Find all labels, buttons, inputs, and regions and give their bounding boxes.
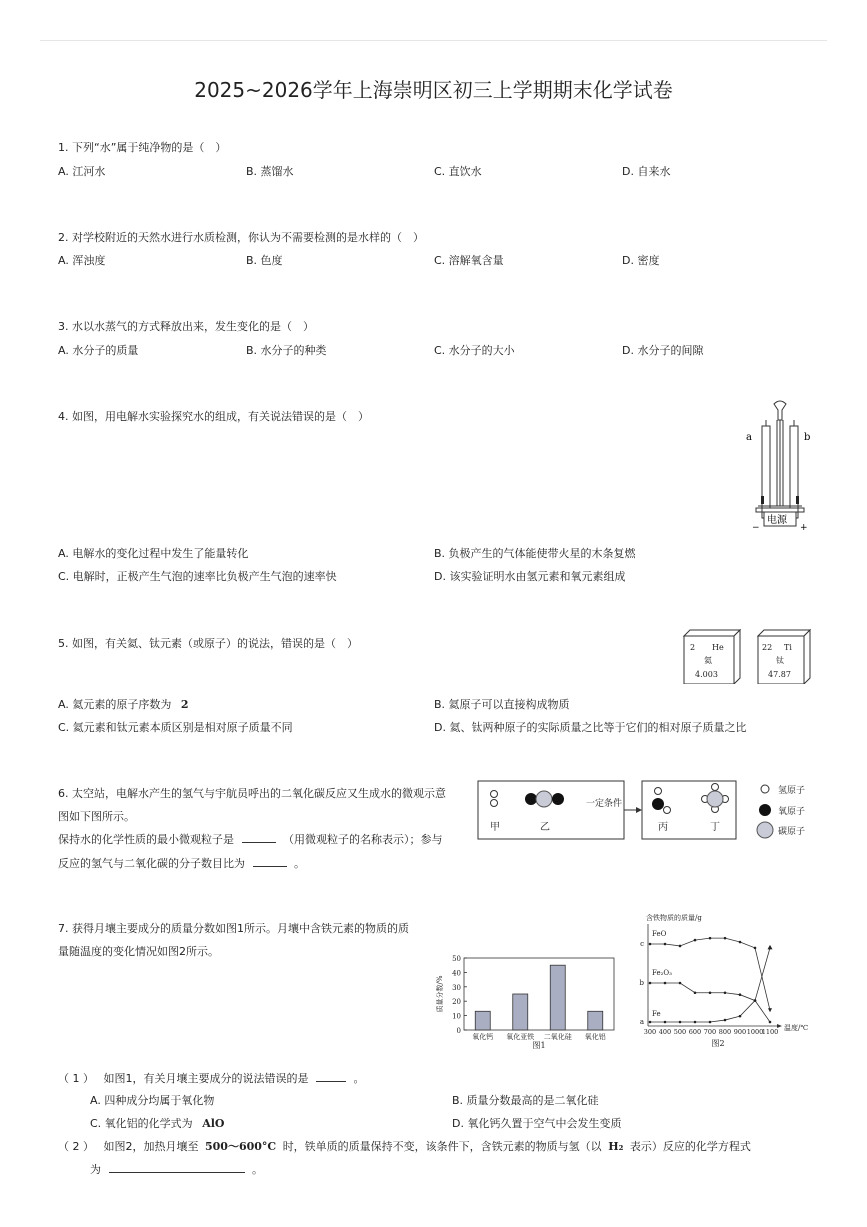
h-atom [655, 788, 662, 795]
q3-option-c[interactable]: C. 水分子的大小 [434, 344, 515, 357]
legend-o-label: 氧原子 [778, 807, 806, 817]
q6-line3-part1: 保持水的化学性质的最小微观粒子是 [58, 833, 234, 846]
legend-c-label: 碳原子 [778, 827, 806, 837]
he-atomic-number: 2 [690, 643, 696, 652]
q1-option-a[interactable]: A. 江河水 [58, 165, 106, 178]
c-atom [707, 791, 723, 807]
q7-sub1-option-c-text: C. 氧化铝的化学式为 [90, 1117, 193, 1130]
data-point [664, 1021, 667, 1024]
ti-mass: 47.87 [768, 670, 791, 679]
label-b: b [804, 432, 811, 443]
data-point [754, 947, 757, 950]
data-point [694, 939, 697, 942]
data-point [664, 982, 667, 985]
q6-blank-2[interactable] [253, 866, 287, 867]
q7-sub1-stem: 如图1，有关月壤主要成分的说法错误的是 [103, 1072, 309, 1085]
legend-h-label: 氢原子 [778, 786, 806, 796]
q7-sub1 [58, 1070, 365, 1086]
q4-option-d[interactable]: D. 该实验证明水由氢元素和氧元素组成 [434, 570, 626, 583]
q7-sub2 [58, 1138, 751, 1154]
q4-option-c[interactable]: C. 电解时，正极产生气泡的速率比负极产生气泡的速率快 [58, 570, 337, 583]
data-point [694, 991, 697, 994]
label-bing: 丙 [658, 822, 668, 833]
c-atom [536, 791, 552, 807]
q5-option-d[interactable]: D. 氦、钛两种原子的实际质量之比等于它们的相对原子质量之比 [434, 721, 747, 734]
data-point [739, 941, 742, 944]
plus-sign: + [800, 523, 808, 532]
y-tick-label: 50 [452, 955, 461, 963]
q6-blank-1[interactable] [242, 842, 276, 843]
q7-sub2-line2 [90, 1161, 263, 1177]
q1-option-b[interactable]: B. 蒸馏水 [246, 165, 294, 178]
q7-sub1-option-a[interactable]: A. 四种成分均属于氧化物 [90, 1094, 215, 1107]
y-tick-label: 40 [452, 969, 461, 978]
power-supply-label: 电源 [767, 515, 787, 526]
q2-stem: 2. 对学校附近的天然水进行水质检测，你认为不需要检测的是水样的（ ） [58, 231, 424, 244]
q5-option-a-number: 2 [180, 698, 189, 711]
q6-line2: 图如下图所示。 [58, 810, 135, 823]
data-point [709, 937, 712, 940]
x-tick-label: 二氧化硅 [543, 1033, 572, 1041]
q3-stem: 3. 水以水蒸气的方式释放出来，发生变化的是（ ） [58, 320, 314, 333]
series-label: FeO [652, 930, 667, 938]
ti-atomic-number: 22 [762, 643, 773, 652]
data-point [679, 1021, 682, 1024]
x-tick-label: 600 [688, 1028, 702, 1036]
bar [550, 965, 565, 1030]
element-cards-figure [680, 626, 812, 684]
data-point [754, 999, 757, 1002]
h-atom [712, 784, 719, 791]
q7-sub2-h2: H₂ [608, 1140, 624, 1153]
x-tick-label: 500 [673, 1028, 687, 1036]
q7-sub1-number: （ 1 ） [58, 1072, 94, 1085]
q5-option-a[interactable] [58, 696, 188, 712]
q7-sub2-end: 。 [252, 1163, 263, 1176]
q2-option-a[interactable]: A. 浑浊度 [58, 254, 106, 267]
x-tick-label: 氧化钙 [472, 1033, 494, 1041]
data-point [724, 991, 727, 994]
data-point [679, 945, 682, 948]
x-tick-label: 800 [718, 1028, 732, 1036]
x-tick-label: 300 [643, 1028, 657, 1036]
y-tick-label: 10 [452, 1012, 461, 1021]
he-symbol: He [712, 643, 724, 652]
legend-h-icon [761, 785, 769, 793]
y-tick-label: b [639, 979, 644, 987]
series-label: Fe₂O₃ [652, 969, 672, 977]
o-atom [552, 793, 564, 805]
label-a: a [746, 432, 752, 443]
q7-sub1-option-c-formula: AlO [202, 1117, 225, 1130]
q7-line1: 7. 获得月壤主要成分的质量分数如图1所示。月壤中含铁元素的物质的质 [58, 922, 409, 935]
y-tick-label: 0 [456, 1027, 461, 1035]
q6-line4-part1: 反应的氢气与二氧化碳的分子数目比为 [58, 857, 245, 870]
y-axis-label: 质量分数/% [436, 975, 444, 1013]
data-point [649, 982, 652, 985]
figure2-line-chart [628, 910, 818, 1052]
q7-line2: 量随温度的变化情况如图2所示。 [58, 945, 219, 958]
q5-option-b[interactable]: B. 氦原子可以直接构成物质 [434, 698, 570, 711]
q6-line3 [58, 831, 443, 847]
q7-sub1-blank[interactable] [316, 1081, 346, 1082]
q7-sub2-part3: 表示）反应的化学方程式 [629, 1140, 751, 1153]
reaction-micro-diagram [476, 778, 816, 842]
q4-option-b[interactable]: B. 负极产生的气体能使带火星的木条复燃 [434, 547, 636, 560]
x-axis-label: 温度/℃ [784, 1024, 809, 1032]
h-atom [491, 800, 498, 807]
label-jia: 甲 [490, 822, 500, 833]
x-tick-label: 900 [733, 1028, 747, 1036]
q6-line4-part2: 。 [294, 857, 305, 870]
series-line [650, 1001, 770, 1022]
chart-title: 图1 [532, 1041, 546, 1050]
q7-sub2-blank[interactable] [109, 1172, 245, 1173]
ti-symbol: Ti [784, 643, 792, 652]
data-point [739, 1015, 742, 1018]
q6-line1: 6. 太空站，电解水产生的氢气与宇航员呼出的二氧化碳反应又生成水的微观示意 [58, 787, 446, 800]
data-point [724, 1019, 727, 1022]
q2-option-b[interactable]: B. 色度 [246, 254, 283, 267]
data-point [709, 1021, 712, 1024]
o-atom [525, 793, 537, 805]
data-point [768, 1008, 772, 1012]
q7-sub2-temperature: 500～600°C [205, 1140, 277, 1153]
ti-name: 钛 [776, 656, 784, 665]
bar [588, 1011, 603, 1030]
he-mass: 4.003 [695, 670, 718, 679]
q3-option-d[interactable]: D. 水分子的间隙 [622, 344, 704, 357]
reaction-condition: 一定条件 [586, 799, 623, 809]
q1-stem: 1. 下列“水”属于纯净物的是（ ） [58, 141, 227, 154]
data-point [709, 991, 712, 994]
q2-option-c[interactable]: C. 溶解氧含量 [434, 254, 504, 267]
q4-stem: 4. 如图，用电解水实验探究水的组成，有关说法错误的是（ ） [58, 410, 369, 423]
chart-title: 图2 [711, 1039, 725, 1048]
x-tick-label: 氧化亚铁 [506, 1033, 535, 1041]
data-point [739, 993, 742, 996]
bar [475, 1011, 490, 1030]
q1-option-c[interactable]: C. 直饮水 [434, 165, 482, 178]
q3-option-b[interactable]: B. 水分子的种类 [246, 344, 327, 357]
h-atom [664, 807, 671, 814]
y-tick-label: 30 [452, 983, 461, 992]
o-atom [652, 798, 664, 810]
label-ding: 丁 [710, 822, 720, 833]
q1-option-d[interactable]: D. 自来水 [622, 165, 671, 178]
data-point [649, 943, 652, 946]
data-point [664, 943, 667, 946]
data-point [649, 1021, 652, 1024]
q5-option-c[interactable]: C. 氦元素和钛元素本质区别是相对原子质量不同 [58, 721, 293, 734]
bar [513, 994, 528, 1030]
x-tick-label: 氧化铝 [584, 1033, 606, 1041]
q6-line4 [58, 855, 305, 871]
data-point [724, 937, 727, 940]
q7-sub1-option-c[interactable] [90, 1115, 224, 1131]
x-tick-label: 1000 [746, 1028, 764, 1036]
y-tick-label: 20 [452, 998, 461, 1007]
q7-sub2-wei: 为 [90, 1163, 101, 1176]
figure1-bar-chart [430, 950, 620, 1050]
q2-option-d[interactable]: D. 密度 [622, 254, 660, 267]
he-name: 氦 [704, 656, 712, 665]
q7-sub1-option-b[interactable]: B. 质量分数最高的是二氧化硅 [452, 1094, 599, 1107]
q5-stem: 5. 如图，有关氦、钛元素（或原子）的说法，错误的是（ ） [58, 637, 358, 650]
minus-sign: − [752, 523, 760, 532]
x-tick-label: 700 [703, 1028, 717, 1036]
series-label: Fe [652, 1010, 661, 1018]
q7-sub2-number: （ 2 ） [58, 1140, 94, 1153]
data-point [769, 1021, 772, 1024]
data-point [768, 945, 773, 950]
q7-sub2-part1: 如图2，加热月壤至 [103, 1140, 199, 1153]
x-tick-label: 1100 [761, 1028, 779, 1036]
q7-sub2-part2: 时，铁单质的质量保持不变，该条件下，含铁元素的物质与氢（以 [282, 1140, 602, 1153]
q5-option-a-text: A. 氦元素的原子序数为 [58, 698, 172, 711]
header-divider [40, 40, 827, 41]
y-tick-label: c [640, 940, 644, 948]
electrolysis-apparatus-figure [744, 396, 816, 532]
label-yi: 乙 [540, 822, 550, 833]
legend-c-icon [757, 822, 773, 838]
q7-sub1-option-d[interactable]: D. 氧化钙久置于空气中会发生变质 [452, 1117, 622, 1130]
legend-o-icon [759, 804, 771, 816]
y-axis-label: 含铁物质的质量/g [646, 914, 702, 922]
page-title: 2025~2026学年上海崇明区初三上学期期末化学试卷 [194, 78, 673, 102]
q7-sub1-end: 。 [353, 1072, 365, 1085]
y-tick-label: a [639, 1018, 644, 1026]
h-atom [491, 791, 498, 798]
data-point [679, 982, 682, 985]
x-tick-label: 400 [658, 1028, 672, 1036]
data-point [694, 1021, 697, 1024]
q6-line3-part2: （用微观粒子的名称表示）；参与 [283, 833, 443, 846]
q4-option-a[interactable]: A. 电解水的变化过程中发生了能量转化 [58, 547, 249, 560]
reservoir-funnel [774, 401, 786, 420]
q3-option-a[interactable]: A. 水分子的质量 [58, 344, 139, 357]
